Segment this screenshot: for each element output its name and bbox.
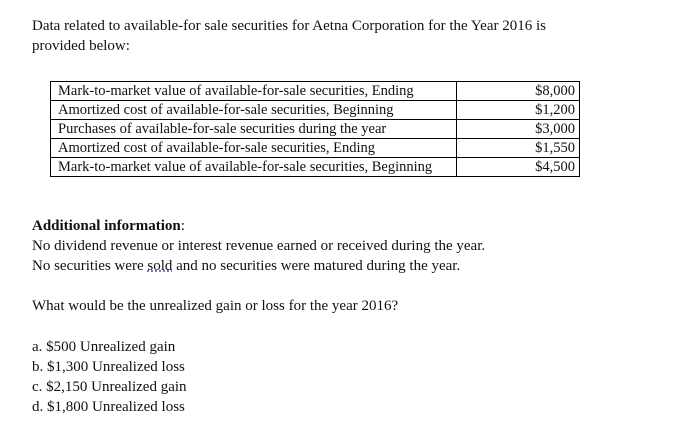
securities-data-table — [50, 81, 580, 177]
table-row — [51, 101, 580, 120]
option-c: c. $2,150 Unrealized gain — [32, 379, 187, 395]
line-2-pre: No securities were — [32, 258, 148, 274]
row-value: $1,550 — [457, 139, 580, 158]
line-2-post: and no securities were matured during the year. — [172, 258, 461, 274]
option-d: d. $1,800 Unrealized loss — [32, 399, 185, 415]
table-row — [51, 158, 580, 177]
additional-info-line-1: No dividend revenue or interest revenue earned or received during the year. — [32, 238, 486, 254]
intro-line-2: provided below: — [32, 38, 130, 54]
table-row — [51, 82, 580, 101]
question-text: What would be the unrealized gain or loss for the year 2016? — [32, 298, 399, 314]
intro-paragraph — [32, 16, 632, 56]
row-value: $8,000 — [457, 82, 580, 101]
answer-options — [32, 337, 187, 417]
row-value: $3,000 — [457, 120, 580, 139]
row-value: $4,500 — [457, 158, 580, 177]
table-row — [51, 139, 580, 158]
additional-info-colon: : — [180, 218, 185, 234]
row-label: Mark-to-market value of available-for-sale securities, Beginning — [51, 158, 457, 177]
additional-info-heading — [32, 218, 185, 235]
additional-info-title: Additional information — [32, 218, 181, 234]
option-b: b. $1,300 Unrealized loss — [32, 359, 185, 375]
additional-info-line-2 — [32, 258, 460, 275]
spellcheck-word: sold — [147, 258, 173, 274]
row-label: Purchases of available-for-sale securities during the year — [51, 120, 457, 139]
row-value: $1,200 — [457, 101, 580, 120]
intro-line-1: Data related to available-for sale securities for Aetna Corporation for the Year 2016 is — [32, 18, 546, 34]
row-label: Mark-to-market value of available-for-sale securities, Ending — [51, 82, 457, 101]
table-row — [51, 120, 580, 139]
option-a: a. $500 Unrealized gain — [32, 339, 176, 355]
row-label: Amortized cost of available-for-sale securities, Beginning — [51, 101, 457, 120]
row-label: Amortized cost of available-for-sale securities, Ending — [51, 139, 457, 158]
